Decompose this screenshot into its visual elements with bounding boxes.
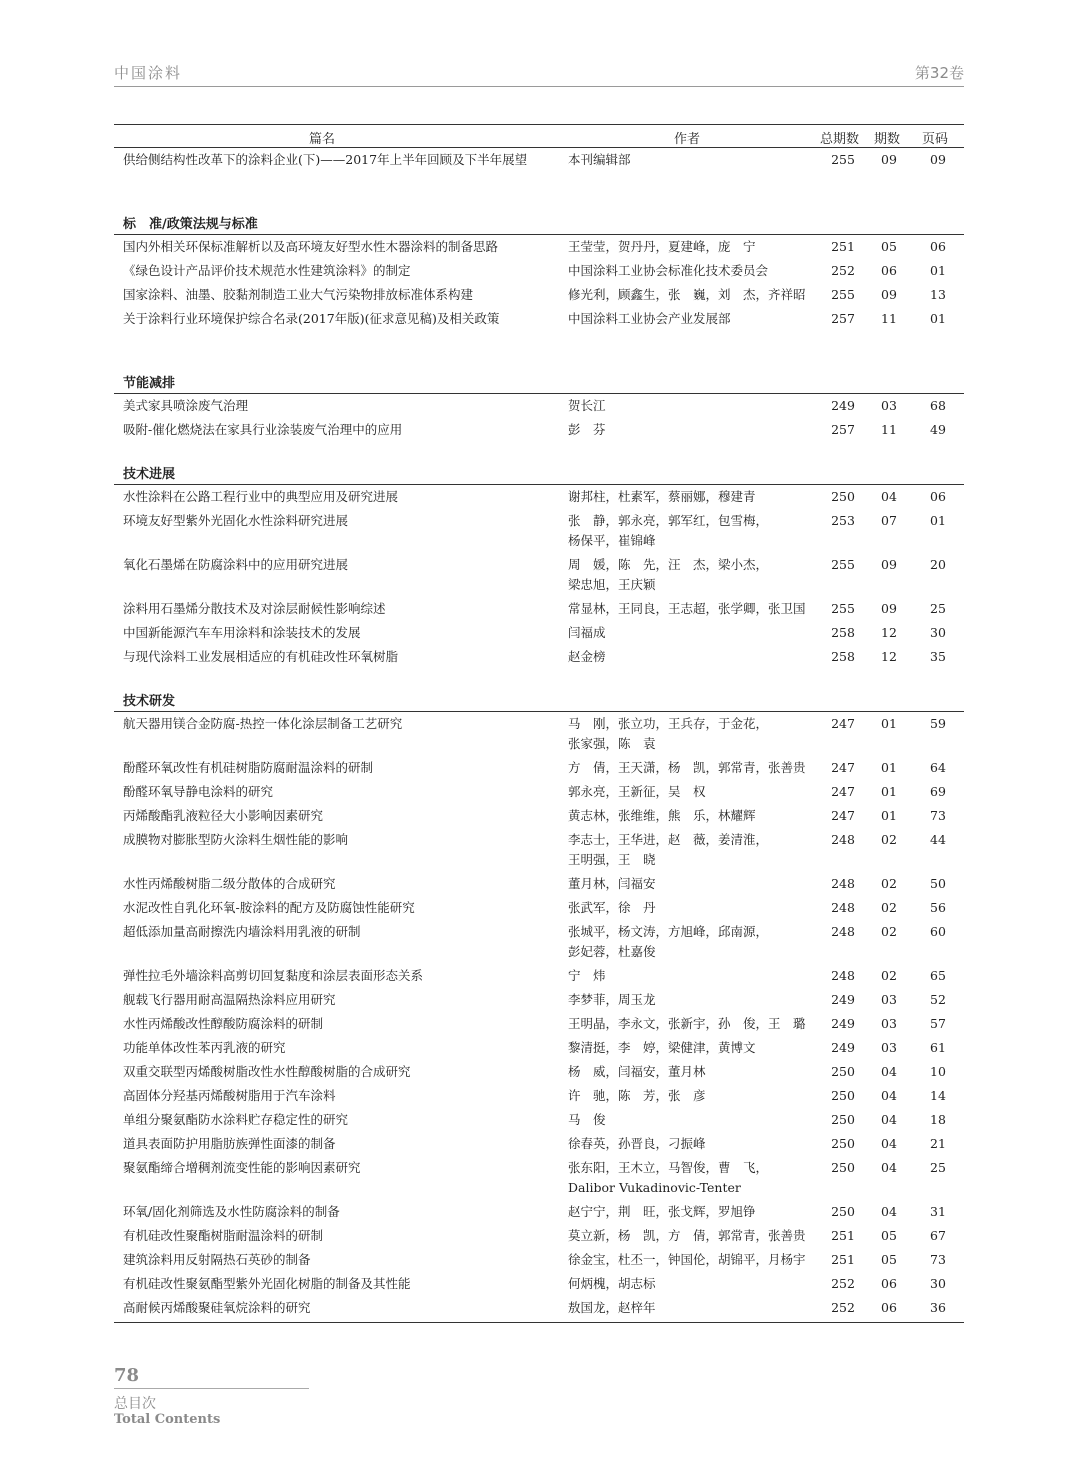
entry-total-issue: 250 bbox=[831, 489, 855, 504]
entry-authors: 中国涂料工业协会标准化技术委员会 bbox=[568, 263, 769, 278]
table-row bbox=[114, 990, 964, 1014]
entry-issue: 01 bbox=[881, 760, 897, 775]
entry-issue: 02 bbox=[881, 924, 897, 939]
entry-page: 01 bbox=[930, 263, 946, 278]
entry-issue: 07 bbox=[881, 513, 897, 528]
entry-issue: 02 bbox=[881, 832, 897, 847]
entry-total-issue: 251 bbox=[831, 1228, 855, 1243]
entry-authors: 中国涂料工业协会产业发展部 bbox=[568, 311, 731, 326]
entry-title: 关于涂料行业环境保护综合名录(2017年版)(征求意见稿)及相关政策 bbox=[123, 311, 500, 326]
entry-title: 中国新能源汽车车用涂料和涂装技术的发展 bbox=[123, 625, 361, 640]
entry-total-issue: 255 bbox=[831, 152, 855, 167]
section-title: 节能减排 bbox=[123, 376, 176, 391]
entry-page: 06 bbox=[930, 489, 946, 504]
entry-title: 高耐候丙烯酸聚硅氧烷涂料的研究 bbox=[123, 1300, 311, 1315]
table-row bbox=[114, 285, 964, 309]
entry-authors: 敖国龙，赵梓年 bbox=[568, 1300, 656, 1315]
entry-title: 道具表面防护用脂肪族弹性面漆的制备 bbox=[123, 1136, 336, 1151]
column-header-row bbox=[114, 124, 964, 148]
entry-authors: 黎清挺，李 婷，梁健津，黄博文 bbox=[568, 1040, 756, 1055]
table-row bbox=[114, 1274, 964, 1298]
entry-title: 有机硅改性聚酯树脂耐温涂料的研制 bbox=[123, 1228, 324, 1243]
entry-title: 氧化石墨烯在防腐涂料中的应用研究进展 bbox=[123, 557, 349, 572]
table-row bbox=[114, 511, 964, 555]
entry-issue: 11 bbox=[881, 422, 897, 437]
entry-title: 有机硅改性聚氨酯型紫外光固化树脂的制备及其性能 bbox=[123, 1276, 411, 1291]
entry-total-issue: 248 bbox=[831, 900, 855, 915]
table-row bbox=[114, 1202, 964, 1226]
entry-authors: 谢邦柱，杜素军，蔡丽娜，穆建青 bbox=[568, 489, 756, 504]
entry-authors: 周 媛，陈 先，汪 杰，梁小杰， 梁忠旭，王庆颖 bbox=[568, 557, 769, 592]
entry-title: 《绿色设计产品评价技术规范水性建筑涂料》的制定 bbox=[123, 263, 411, 278]
entry-authors: 张东阳，王木立，马智俊，曹 飞， Dalibor Vukadinovic-Tenter bbox=[568, 1160, 769, 1195]
entry-authors: 杨 威，闫福安，董月林 bbox=[568, 1064, 706, 1079]
entry-issue: 01 bbox=[881, 716, 897, 731]
entry-title: 超低添加量高耐擦洗内墙涂料用乳液的研制 bbox=[123, 924, 361, 939]
entry-issue: 05 bbox=[881, 1252, 897, 1267]
table-row bbox=[114, 150, 964, 194]
table-row bbox=[114, 396, 964, 420]
entry-issue: 04 bbox=[881, 1064, 897, 1079]
entry-issue: 03 bbox=[881, 1040, 897, 1055]
entry-page: 13 bbox=[930, 287, 946, 302]
entry-title: 弹性拉毛外墙涂料高剪切回复黏度和涂层表面形态关系 bbox=[123, 968, 424, 983]
entry-issue: 03 bbox=[881, 992, 897, 1007]
entry-issue: 02 bbox=[881, 968, 897, 983]
entry-authors: 贺长江 bbox=[568, 398, 606, 413]
entry-issue: 04 bbox=[881, 1112, 897, 1127]
entry-total-issue: 247 bbox=[831, 808, 855, 823]
entry-authors: 宁 炜 bbox=[568, 968, 606, 983]
entry-title: 供给侧结构性改革下的涂料企业(下)——2017年上半年回顾及下半年展望 bbox=[123, 152, 528, 167]
entry-page: 59 bbox=[930, 716, 946, 731]
entry-title: 环境友好型紫外光固化水性涂料研究进展 bbox=[123, 513, 349, 528]
entry-issue: 04 bbox=[881, 1160, 897, 1175]
entry-title: 国家涂料、油墨、胶黏剂制造工业大气污染物排放标准体系构建 bbox=[123, 287, 474, 302]
entry-title: 建筑涂料用反射隔热石英砂的制备 bbox=[123, 1252, 311, 1267]
running-header bbox=[114, 62, 964, 87]
entry-page: 25 bbox=[930, 1160, 946, 1175]
entry-total-issue: 248 bbox=[831, 832, 855, 847]
entry-page: 73 bbox=[930, 808, 946, 823]
entry-authors: 常显林，王同良，王志超，张学卿，张卫国 bbox=[568, 601, 806, 616]
entry-issue: 03 bbox=[881, 1016, 897, 1031]
footer-label-cn: 总目次 bbox=[114, 1396, 156, 1412]
entry-page: 65 bbox=[930, 968, 946, 983]
entry-page: 14 bbox=[930, 1088, 946, 1103]
entry-page: 69 bbox=[930, 784, 946, 799]
table-row bbox=[114, 966, 964, 990]
entry-page: 09 bbox=[930, 152, 946, 167]
entry-page: 30 bbox=[930, 1276, 946, 1291]
table-row bbox=[114, 261, 964, 285]
entry-page: 06 bbox=[930, 239, 946, 254]
entry-title: 丙烯酸酯乳液粒径大小影响因素研究 bbox=[123, 808, 324, 823]
entry-title: 双重交联型丙烯酸树脂改性水性醇酸树脂的合成研究 bbox=[123, 1064, 411, 1079]
entry-page: 67 bbox=[930, 1228, 946, 1243]
table-row bbox=[114, 758, 964, 782]
entry-total-issue: 249 bbox=[831, 1040, 855, 1055]
entry-title: 水性丙烯酸改性醇酸防腐涂料的研制 bbox=[123, 1016, 324, 1031]
table-row bbox=[114, 599, 964, 623]
entry-title: 吸附-催化燃烧法在家具行业涂装废气治理中的应用 bbox=[123, 422, 403, 437]
entry-page: 35 bbox=[930, 649, 946, 664]
column-issue: 期数 bbox=[874, 132, 901, 147]
entry-issue: 11 bbox=[881, 311, 897, 326]
entry-authors: 许 驰，陈 芳，张 彦 bbox=[568, 1088, 706, 1103]
table-row bbox=[114, 714, 964, 758]
footer-label-en: Total Contents bbox=[114, 1412, 221, 1427]
journal-name: 中国涂料 bbox=[114, 64, 183, 82]
entry-title: 酚醛环氧导静电涂料的研究 bbox=[123, 784, 274, 799]
entry-issue: 09 bbox=[881, 287, 897, 302]
table-row bbox=[114, 1250, 964, 1274]
entry-total-issue: 249 bbox=[831, 992, 855, 1007]
table-row bbox=[114, 874, 964, 898]
entry-authors: 张城平，杨文涛，方旭峰，邱南源， 彭妃蓉，杜嘉俊 bbox=[568, 924, 769, 959]
table-row bbox=[114, 309, 964, 353]
entry-issue: 05 bbox=[881, 239, 897, 254]
toc-body bbox=[114, 150, 964, 1323]
entry-issue: 04 bbox=[881, 1088, 897, 1103]
table-row bbox=[114, 1086, 964, 1110]
entry-page: 01 bbox=[930, 513, 946, 528]
entry-total-issue: 250 bbox=[831, 1160, 855, 1175]
toc-table bbox=[114, 124, 964, 1323]
entry-total-issue: 255 bbox=[831, 557, 855, 572]
column-author: 作者 bbox=[674, 132, 701, 147]
entry-authors: 莫立新，杨 凯，方 倩，郭常青，张善贵 bbox=[568, 1228, 806, 1243]
entry-total-issue: 247 bbox=[831, 784, 855, 799]
entry-page: 44 bbox=[930, 832, 946, 847]
entry-title: 舰载飞行器用耐高温隔热涂料应用研究 bbox=[123, 992, 336, 1007]
footer-divider bbox=[114, 1388, 309, 1389]
entry-issue: 12 bbox=[881, 649, 897, 664]
entry-title: 功能单体改性苯丙乳液的研究 bbox=[123, 1040, 286, 1055]
entry-total-issue: 251 bbox=[831, 1252, 855, 1267]
entry-issue: 06 bbox=[881, 263, 897, 278]
entry-authors: 王明晶，李永文，张新宇，孙 俊，王 璐 bbox=[568, 1016, 806, 1031]
entry-authors: 彭 芬 bbox=[568, 422, 606, 437]
entry-title: 水性涂料在公路工程行业中的典型应用及研究进展 bbox=[123, 489, 399, 504]
entry-total-issue: 253 bbox=[831, 513, 855, 528]
entry-authors: 张 静，郭永亮，郭军红，包雪梅， 杨保平，崔锦峰 bbox=[568, 513, 769, 548]
entry-page: 01 bbox=[930, 311, 946, 326]
entry-page: 68 bbox=[930, 398, 946, 413]
entry-title: 成膜物对膨胀型防火涂料生烟性能的影响 bbox=[123, 832, 349, 847]
section-heading bbox=[114, 212, 964, 235]
entry-issue: 09 bbox=[881, 557, 897, 572]
entry-issue: 04 bbox=[881, 1204, 897, 1219]
table-bottom-rule bbox=[114, 1322, 964, 1323]
entry-total-issue: 252 bbox=[831, 1276, 855, 1291]
entry-total-issue: 248 bbox=[831, 876, 855, 891]
entry-total-issue: 250 bbox=[831, 1088, 855, 1103]
table-row bbox=[114, 898, 964, 922]
entry-page: 73 bbox=[930, 1252, 946, 1267]
entry-authors: 徐春英，孙晋良，刁振峰 bbox=[568, 1136, 706, 1151]
entry-total-issue: 252 bbox=[831, 1300, 855, 1315]
entry-issue: 09 bbox=[881, 152, 897, 167]
entry-issue: 12 bbox=[881, 625, 897, 640]
entry-issue: 06 bbox=[881, 1276, 897, 1291]
page-number: 78 bbox=[114, 1365, 140, 1386]
entry-title: 水性丙烯酸树脂二级分散体的合成研究 bbox=[123, 876, 336, 891]
entry-page: 50 bbox=[930, 876, 946, 891]
entry-total-issue: 251 bbox=[831, 239, 855, 254]
table-row bbox=[114, 237, 964, 261]
entry-page: 31 bbox=[930, 1204, 946, 1219]
entry-title: 美式家具喷涂废气治理 bbox=[123, 398, 249, 413]
entry-page: 20 bbox=[930, 557, 946, 572]
entry-authors: 马 俊 bbox=[568, 1112, 606, 1127]
entry-page: 52 bbox=[930, 992, 946, 1007]
entry-authors: 闫福成 bbox=[568, 625, 606, 640]
entry-title: 水泥改性自乳化环氧-胺涂料的配方及防腐蚀性能研究 bbox=[123, 900, 415, 915]
entry-page: 60 bbox=[930, 924, 946, 939]
table-row bbox=[114, 623, 964, 647]
section-heading bbox=[114, 462, 964, 485]
entry-title: 与现代涂料工业发展相适应的有机硅改性环氧树脂 bbox=[123, 649, 399, 664]
entry-total-issue: 252 bbox=[831, 263, 855, 278]
entry-total-issue: 250 bbox=[831, 1112, 855, 1127]
section-heading bbox=[114, 689, 964, 712]
entry-title: 国内外相关环保标准解析以及高环境友好型水性木器涂料的制备思路 bbox=[123, 239, 499, 254]
table-row bbox=[114, 922, 964, 966]
entry-issue: 06 bbox=[881, 1300, 897, 1315]
entry-total-issue: 250 bbox=[831, 1204, 855, 1219]
entry-total-issue: 258 bbox=[831, 649, 855, 664]
table-row bbox=[114, 1226, 964, 1250]
entry-authors: 王莹莹，贺丹丹，夏建峰，庞 宁 bbox=[568, 239, 756, 254]
entry-authors: 黄志林，张维维，熊 乐，林耀辉 bbox=[568, 808, 756, 823]
entry-title: 环氧/固化剂筛选及水性防腐涂料的制备 bbox=[123, 1204, 340, 1219]
entry-issue: 02 bbox=[881, 876, 897, 891]
entry-total-issue: 255 bbox=[831, 287, 855, 302]
section-title: 标 准/政策法规与标准 bbox=[123, 217, 258, 232]
entry-authors: 李梦菲，周玉龙 bbox=[568, 992, 656, 1007]
entry-authors: 张武军，徐 丹 bbox=[568, 900, 656, 915]
entry-title: 涂料用石墨烯分散技术及对涂层耐候性影响综述 bbox=[123, 601, 386, 616]
column-page: 页码 bbox=[922, 132, 949, 147]
entry-total-issue: 258 bbox=[831, 625, 855, 640]
entry-page: 10 bbox=[930, 1064, 946, 1079]
entry-authors: 本刊编辑部 bbox=[568, 152, 631, 167]
entry-authors: 修光利，顾鑫生，张 巍，刘 杰，齐祥昭 bbox=[568, 287, 806, 302]
entry-authors: 赵金榜 bbox=[568, 649, 606, 664]
entry-issue: 09 bbox=[881, 601, 897, 616]
entry-total-issue: 257 bbox=[831, 311, 855, 326]
table-row bbox=[114, 487, 964, 511]
column-title: 篇名 bbox=[309, 132, 336, 147]
volume-label: 第32卷 bbox=[914, 64, 964, 82]
table-row bbox=[114, 1134, 964, 1158]
entry-total-issue: 255 bbox=[831, 601, 855, 616]
entry-issue: 04 bbox=[881, 489, 897, 504]
entry-title: 酚醛环氧改性有机硅树脂防腐耐温涂料的研制 bbox=[123, 760, 374, 775]
entry-total-issue: 247 bbox=[831, 760, 855, 775]
table-row bbox=[114, 1110, 964, 1134]
section-title: 技术进展 bbox=[123, 467, 176, 482]
entry-page: 25 bbox=[930, 601, 946, 616]
entry-title: 高固体分羟基丙烯酸树脂用于汽车涂料 bbox=[123, 1088, 336, 1103]
entry-title: 单组分聚氨酯防水涂料贮存稳定性的研究 bbox=[123, 1112, 349, 1127]
entry-page: 49 bbox=[930, 422, 946, 437]
entry-issue: 05 bbox=[881, 1228, 897, 1243]
table-row bbox=[114, 1062, 964, 1086]
entry-total-issue: 257 bbox=[831, 422, 855, 437]
section-heading bbox=[114, 371, 964, 394]
entry-total-issue: 249 bbox=[831, 398, 855, 413]
entry-total-issue: 250 bbox=[831, 1064, 855, 1079]
entry-issue: 04 bbox=[881, 1136, 897, 1151]
entry-issue: 01 bbox=[881, 784, 897, 799]
table-row bbox=[114, 782, 964, 806]
table-row bbox=[114, 830, 964, 874]
entry-authors: 郭永亮，王新征，吴 权 bbox=[568, 784, 706, 799]
entry-total-issue: 248 bbox=[831, 924, 855, 939]
entry-page: 61 bbox=[930, 1040, 946, 1055]
entry-page: 36 bbox=[930, 1300, 946, 1315]
entry-authors: 李志士，王华进，赵 薇，姜清淮， 王明强，王 晓 bbox=[568, 832, 769, 867]
table-row bbox=[114, 555, 964, 599]
entry-authors: 马 刚，张立功，王兵存，于金花， 张家强，陈 袁 bbox=[568, 716, 769, 751]
entry-page: 21 bbox=[930, 1136, 946, 1151]
table-row bbox=[114, 647, 964, 671]
entry-page: 64 bbox=[930, 760, 946, 775]
table-row bbox=[114, 1014, 964, 1038]
entry-total-issue: 248 bbox=[831, 968, 855, 983]
entry-title: 航天器用镁合金防腐-热控一体化涂层制备工艺研究 bbox=[123, 716, 403, 731]
entry-authors: 何炳槐，胡志标 bbox=[568, 1276, 656, 1291]
table-row bbox=[114, 1158, 964, 1202]
entry-authors: 董月林，闫福安 bbox=[568, 876, 656, 891]
table-row bbox=[114, 1038, 964, 1062]
entry-authors: 方 倩，王天潇，杨 凯，郭常青，张善贵 bbox=[568, 760, 806, 775]
entry-issue: 03 bbox=[881, 398, 897, 413]
table-row bbox=[114, 1298, 964, 1322]
entry-page: 56 bbox=[930, 900, 946, 915]
section-title: 技术研发 bbox=[123, 694, 176, 709]
entry-total-issue: 250 bbox=[831, 1136, 855, 1151]
entry-total-issue: 247 bbox=[831, 716, 855, 731]
entry-authors: 赵宁宁，荆 旺，张戈辉，罗旭铮 bbox=[568, 1204, 756, 1219]
entry-issue: 01 bbox=[881, 808, 897, 823]
entry-page: 18 bbox=[930, 1112, 946, 1127]
entry-page: 57 bbox=[930, 1016, 946, 1031]
table-row bbox=[114, 420, 964, 444]
column-total-issue: 总期数 bbox=[820, 132, 860, 147]
entry-title: 聚氨酯缔合增稠剂流变性能的影响因素研究 bbox=[123, 1160, 361, 1175]
entry-issue: 02 bbox=[881, 900, 897, 915]
entry-authors: 徐金宝，杜丕一，钟国伦，胡锦平，月杨宇 bbox=[568, 1252, 806, 1267]
table-row bbox=[114, 806, 964, 830]
entry-total-issue: 249 bbox=[831, 1016, 855, 1031]
entry-page: 30 bbox=[930, 625, 946, 640]
